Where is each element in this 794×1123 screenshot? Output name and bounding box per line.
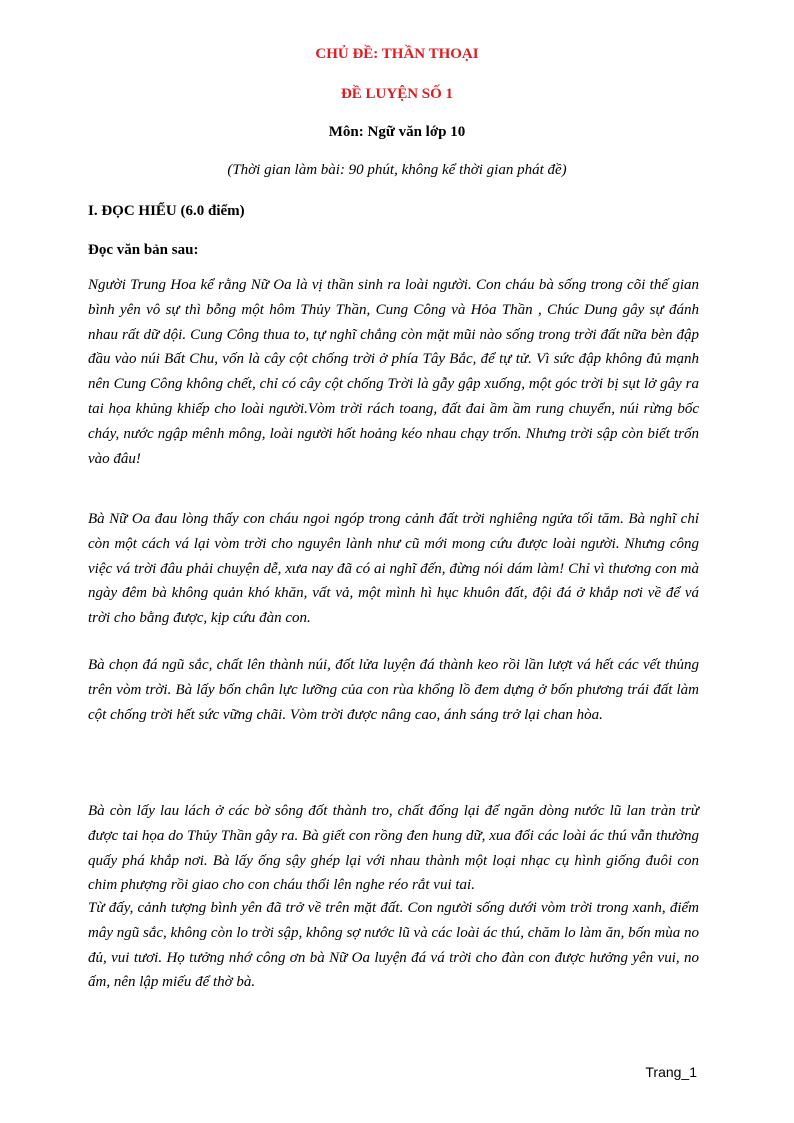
page-number: Trang_1: [645, 1064, 697, 1080]
passage-paragraph-5: Từ đấy, cảnh tượng bình yên đã trở về trên mặt đất. Con người sống dưới vòm trời trong xanh, điểm mây ngũ sắc, không còn lo trời sập, không sợ nước lũ và các loài ác thú, chăm lo làm ăn, bốn mùa no đủ, vui tươi. Họ tưởng nhớ công ơn bà Nữ Oa luyện đá vá trời cho đàn con được hưởng yên vui, no ấm, nên lập miếu để thờ bà.: [88, 900, 699, 991]
timing-note: (Thời gian làm bài: 90 phút, không kể thời gian phát đề): [227, 162, 567, 178]
exam-title: ĐỀ LUYỆN SỐ 1: [340, 86, 454, 102]
subject-line: Môn: Ngữ văn lớp 10: [328, 124, 466, 140]
passage-paragraph-4: Bà còn lấy lau lách ở các bờ sông đốt thành tro, chất đống lại để ngăn dòng nước lũ lan tràn trừ được tai họa do Thủy Thần gây ra. Bà giết con rồng đen hung dữ, xua đổi các loài ác thú vẫn thường quấy phá khắp nơi. Bà lấy ống sậy ghép lại với nhau thành một loại nhạc cụ hình giống đuôi con chim phượng rồi giao cho con cháu thổi lên nghe réo rắt vui tai.: [88, 803, 699, 894]
read-instruction: Đọc văn bản sau:: [88, 242, 199, 258]
topic-title: CHỦ ĐỀ: THẦN THOẠI: [315, 46, 479, 62]
section-heading: I. ĐỌC HIỂU (6.0 điểm): [88, 203, 245, 219]
passage-paragraph-2: Bà Nữ Oa đau lòng thấy con cháu ngoi ngóp trong cảnh đất trời nghiêng ngửa tối tăm. Bà nghĩ chỉ còn một cách vá lại vòm trời cho nguyên lành như cũ mới mong cứu được loài người. Nhưng công việc vá trời đâu phải chuyện dễ, xưa nay đã có ai nghĩ đến, đừng nói dám làm! Chỉ vì thương con mà ngày đêm bà không quản khó khăn, vất vả, một mình hì hục khuôn đất, đội đá ở khắp nơi về để vá trời cho bằng được, kịp cứu đàn con.: [88, 511, 699, 627]
passage-paragraph-3: Bà chọn đá ngũ sắc, chất lên thành núi, đốt lửa luyện đá thành keo rồi lần lượt vá hết các vết thủng trên vòm trời. Bà lấy bốn chân lực lưỡng của con rùa khổng lồ đem dựng ở bốn phương trái đất làm cột chống trời hết sức vững chãi. Vòm trời được nâng cao, ánh sáng trở lại chan hòa.: [88, 657, 699, 723]
passage-paragraph-1: Người Trung Hoa kể rằng Nữ Oa là vị thần sinh ra loài người. Con cháu bà sống trong cõi thế gian bình yên vô sự thì bỗng một hôm Thủy Thần, Cung Công và Hỏa Thần , Chúc Dung gây sự đánh nhau rất dữ dội. Cung Công thua to, tự nghĩ chẳng còn mặt mũi nào sống trong trời đất nữa bèn đập đầu vào núi Bất Chu, vốn là cây cột chống trời ở phía Tây Bắc, để tự tử. Vì sức đập không đủ mạnh nên Cung Công không chết, chỉ có cây cột chống Trời là gẫy gập xuống, một góc trời bị sụt lở gây ra tai họa khủng khiếp cho loài người.Vòm trời rách toang, đất đai ầm ầm rung chuyển, núi rừng bốc cháy, nước ngập mênh mông, loài người hốt hoảng kéo nhau chạy trốn. Nhưng trời sập còn biết trốn vào đâu!: [88, 277, 699, 467]
